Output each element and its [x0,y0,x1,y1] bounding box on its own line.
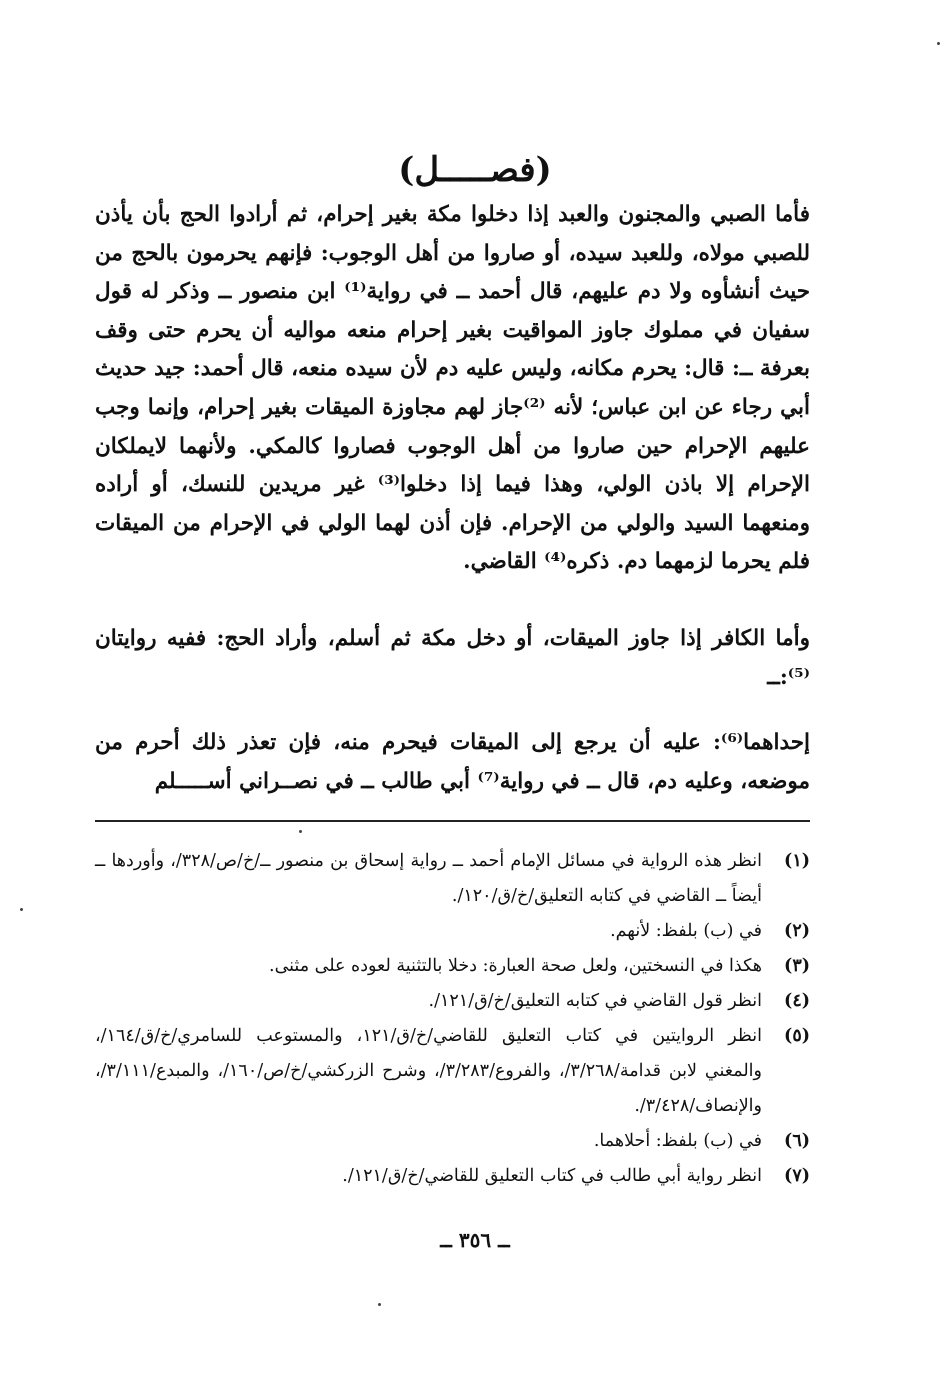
footnote-number: (٢) [784,921,810,941]
footnote-text: انظر قول القاضي في كتابه التعليق/خ/ق/١٢١/. [428,991,762,1011]
main-paragraph-1 [95,196,810,582]
footnote-number: (٦) [784,1131,810,1151]
footnote-text: انظر هذه الرواية في مسائل الإمام أحمد ــ رواية إسحاق بن منصور ــ/خ/ص/٣٢٨/، وأوردها ــ أيضاً ــ القاضي في كتابه التعليق/خ/ق/١٢٠/. [95,851,762,906]
footnote-number: (٤) [784,991,810,1011]
paragraph-text: إحداهما⁽⁶⁾: عليه أن يرجع إلى الميقات فيحرم منه، فإن تعذر ذلك أحرم من موضعه، وعليه دم، قال ــ في رواية⁽⁷⁾ أبي طالب ــ في نصــراني أســـــلم [95,730,810,794]
footnote-item [95,984,810,1019]
footnote-item [95,1159,810,1194]
paragraph-text: فأما الصبي والمجنون والعبد إذا دخلوا مكة بغير إحرام، ثم أرادوا الحج بأن يأذن للصبي مولاه، وللعبد سيده، أو صاروا من أهل الوجوب: فإنهم يحرمون بالحج من حيث أنشأوه ولا دم عليهم، قال أحمد ــ في رواية⁽¹⁾ ابن منصور ــ وذكر له قول سفيان في مملوك جاوز المواقيت بغير إحرام منعه مواليه أن يحرم حتى وقف بعرفة ــ: قال: يحرم مكانه، وليس عليه دم لأن سيده منعه، قال أحمد: جيد حديث أبي رجاء عن ابن عباس؛ لأنه ⁽²⁾جاز لهم مجاوزة الميقات بغير إحرام، وإنما وجب عليهم الإحرام حين صاروا من أهل الوجوب فصاروا كالمكي. ولأنهما لايملكان الإحرام إلا باذن الولي، وهذا فيما إذا دخلوا⁽³⁾ غير مريدين للنسك، أو أراده ومنعهما السيد والولي من الإحرام. فإن أذن لهما الولي في الإحرام من الميقات فلم يحرما لزمهما دم. ذكره⁽⁴⁾ القاضي. [95,202,810,575]
footnote-item [95,1124,810,1159]
footnotes-list [95,844,810,1194]
footnote-separator [95,820,810,822]
page-number: ــ ٣٥٦ ــ [440,1228,510,1252]
section-heading: (فصـــــل) [398,150,552,190]
paragraph-text: وأما الكافر إذا جاوز الميقات، أو دخل مكة ثم أسلم، وأراد الحج: ففيه روايتان ⁽⁵⁾:ــ [95,626,810,690]
main-paragraph-2 [95,620,810,697]
scan-speck [378,1303,381,1306]
footnote-number: (٧) [784,1166,810,1186]
scan-speck [937,42,940,45]
scan-speck [20,908,23,911]
footnote-item [95,914,810,949]
footnote-text: انظر الروايتين في كتاب التعليق للقاضي/خ/ق/١٢١، والمستوعب للسامري/خ/ق/١٦٤/، والمغني لابن قدامة/٣/٢٦٨/، والفروع/٣/٢٨٣/، وشرح الزركشي/خ/ص/١٦٠/، والمبدع/٣/١١١/، والإنصاف/٣/٤٢٨/. [95,1026,763,1116]
main-paragraph-3 [95,724,810,801]
footnote-text: في (ب) بلفظ: أحلاهما. [593,1131,762,1151]
footnote-number: (٣) [784,956,810,976]
footnote-item [95,844,810,914]
footnote-text: انظر رواية أبي طالب في كتاب التعليق للقاضي/خ/ق/١٢١/. [342,1166,762,1186]
footnote-number: (٥) [784,1026,810,1046]
footnote-item [95,1019,810,1124]
footnote-item [95,949,810,984]
footnote-number: (١) [784,851,810,871]
scan-speck [299,830,302,833]
footnote-text: هكذا في النسختين، ولعل صحة العبارة: دخلا بالتثنية لعوده على مثنى. [269,956,762,976]
footnote-text: في (ب) بلفظ: لأنهم. [610,921,762,941]
